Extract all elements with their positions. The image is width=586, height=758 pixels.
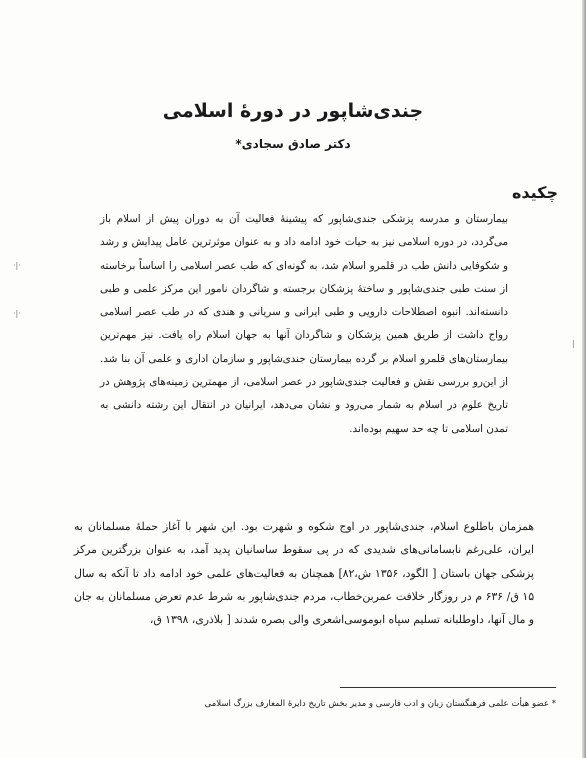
abstract-heading: چکیده	[511, 183, 558, 202]
margin-mark: ·|·	[13, 261, 21, 270]
margin-mark: ·|·	[13, 309, 21, 318]
body-paragraph: همزمان باطلوع اسلام، جندی‌شاپور در اوج شکوه و شهرت بود. این شهر با آغاز حملهٔ مسلمانان به ایران، علی‌رغم نابسامانی‌های شدیدی که در پی سقوط ساسانیان پدید آمد، به عنوان بزرگترین مرکز پزشکی جهان باستان [ الگود، ۱۳۵۶ ش،۸۲] همچنان به فعالیت‌های علمی خود ادامه داد تا آنکه به سال ۱۵ ق/ ۶۳۶ م در روزگار خلافت عمربن‌خطاب، مردم جندی‌شاپور به شرط عدم تعرض مسلمانان به جان و مال آنها، داوطلبانه تسلیم سپاه ابوموسی‌اشعری والی بصره شدند [ بلاذری، ۱۳۹۸ ق،	[74, 520, 534, 627]
author-name: دکتر صادق سجادی	[241, 137, 351, 151]
footnote: * عضو هیأت علمی فرهنگستان زبان و ادب فارسی و مدیر بخش تاریخ دایرهٔ المعارف بزرگ اسلامی	[204, 699, 556, 709]
margin-mark: |	[572, 339, 575, 348]
author-line	[0, 137, 586, 151]
abstract-paragraph: بیمارستان و مدرسه پزشکی جندی‌شاپور که پیشینهٔ فعالیت آن به دوران پیش از اسلام باز می‌گردد، در دوره اسلامی نیز به حیات خود ادامه داد و به عنوان موثرترین عامل پیدایش و رشد و شکوفایی دانش طب در قلمرو اسلام شد، به گونه‌ای که طب عصر اسلامی را اساساً برخاسته از سنت طبی جندی‌شاپور و ساختهٔ پزشکان برجسته و شاگردان نامور این مرکز علمی و طبی دانسته‌اند. انبوه اصطلاحات دارویی و طبی ایرانی و سریانی و هندی که در طب عصر اسلامی رواج داشت از طریق همین پزشکان و شاگردان آنها به جهان اسلام راه یافت. نیز مهم‌ترین بیمارستان‌های قلمرو اسلام بر گرده بیمارستان جندی‌شاپور و سازمان اداری و علمی آن بنا شد. از این‌رو بررسی نقش و فعالیت جندی‌شاپور در عصر اسلامی، از مهمترین زمینه‌های پژوهش در تاریخ علوم در اسلام به شمار می‌رود و نشان می‌دهد، ایرانیان در انتقال این رشته دانشی به تمدن اسلامی تا چه حد سهیم بوده‌اند.	[100, 213, 508, 435]
footnote-divider	[340, 687, 556, 688]
article-title: جندی‌شاپور در دورهٔ اسلامی	[162, 100, 424, 122]
author-footnote-marker: *	[235, 137, 242, 151]
